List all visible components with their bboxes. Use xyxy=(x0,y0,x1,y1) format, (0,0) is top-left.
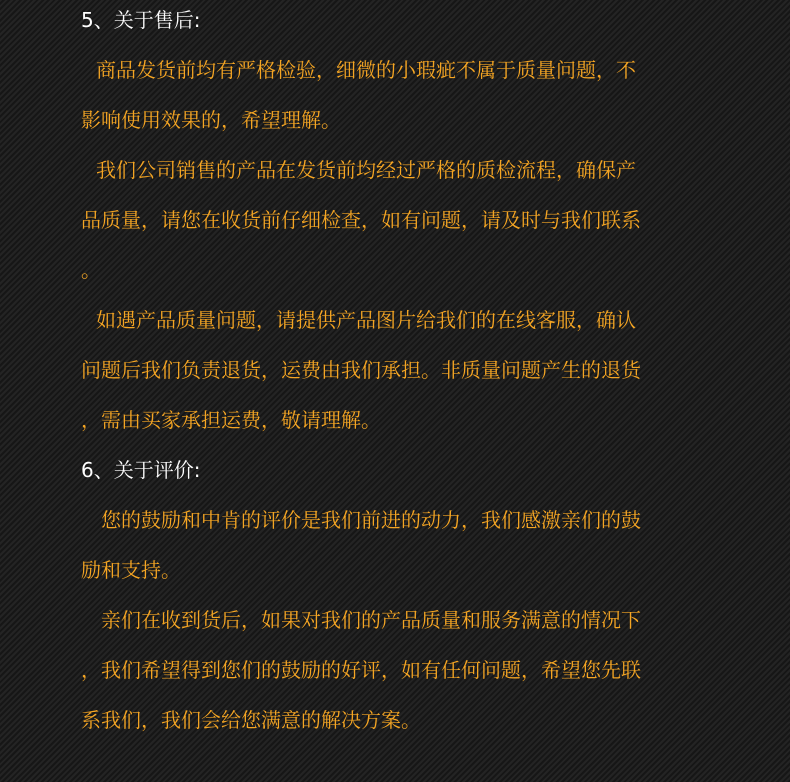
paragraph-line: 亲们在收到货后，如果对我们的产品质量和服务满意的情况下 xyxy=(101,608,641,632)
paragraph-line: 励和支持。 xyxy=(81,558,181,582)
paragraph-line: 。 xyxy=(81,258,101,282)
paragraph-line: ，需由买家承担运费，敬请理解。 xyxy=(81,408,381,432)
section-heading-reviews: 6、关于评价: xyxy=(81,458,201,482)
paragraph-line: 品质量，请您在收货前仔细检查，如有问题，请及时与我们联系 xyxy=(81,208,641,232)
paragraph-line: 系我们，我们会给您满意的解决方案。 xyxy=(81,708,421,732)
paragraph-line: 影响使用效果的，希望理解。 xyxy=(81,108,341,132)
document-body xyxy=(81,0,706,750)
paragraph-line: 问题后我们负责退货，运费由我们承担。非质量问题产生的退货 xyxy=(81,358,641,382)
paragraph-line: 您的鼓励和中肯的评价是我们前进的动力，我们感激亲们的鼓 xyxy=(101,508,641,532)
paragraph-line: 我们公司销售的产品在发货前均经过严格的质检流程，确保产 xyxy=(96,158,636,182)
paragraph-line: ，我们希望得到您们的鼓励的好评，如有任何问题，希望您先联 xyxy=(81,658,641,682)
section-heading-after-sales: 5、关于售后: xyxy=(81,8,201,32)
paragraph-line: 商品发货前均有严格检验，细微的小瑕疵不属于质量问题，不 xyxy=(96,58,636,82)
paragraph-line: 如遇产品质量问题，请提供产品图片给我们的在线客服，确认 xyxy=(96,308,636,332)
